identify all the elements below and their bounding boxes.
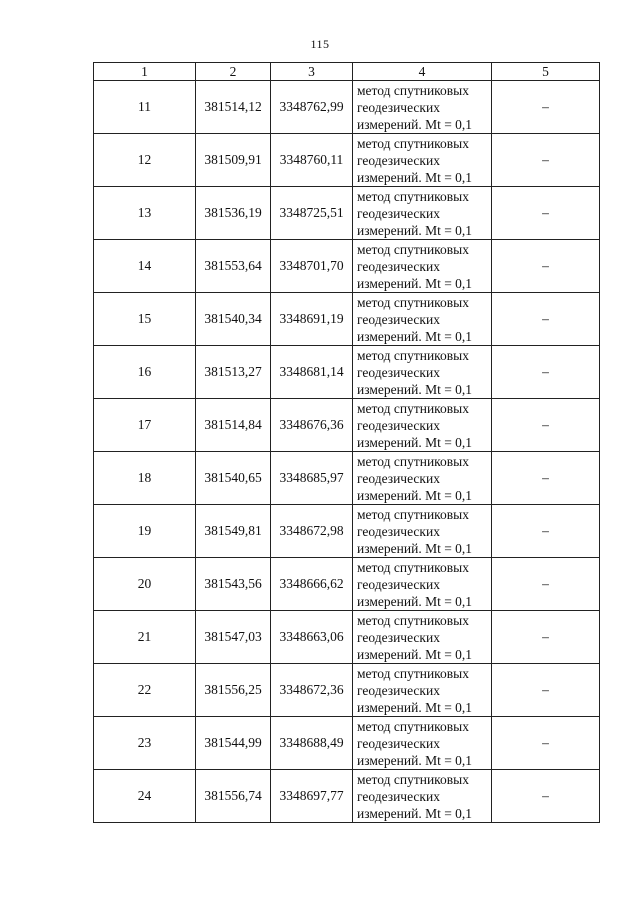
method-text-line: измерений. Mt = 0,1 [357, 381, 473, 397]
x-coordinate-cell: 381556,74 [196, 770, 271, 823]
x-coordinate-cell: 381543,56 [196, 558, 271, 611]
note-cell: – [492, 717, 600, 770]
x-coordinate-cell: 381547,03 [196, 611, 271, 664]
y-coordinate-cell: 3348697,77 [271, 770, 353, 823]
y-coordinate-cell: 3348666,62 [271, 558, 353, 611]
method-cell [353, 558, 492, 611]
note-cell: – [492, 558, 600, 611]
note-cell: – [492, 611, 600, 664]
method-text-line: измерений. Mt = 0,1 [357, 805, 473, 821]
method-cell [353, 187, 492, 240]
method-text-line: метод спутниковых [357, 718, 469, 734]
y-coordinate-cell: 3348760,11 [271, 134, 353, 187]
method-text-line: геодезических [357, 311, 440, 327]
method-text-line: метод спутниковых [357, 241, 469, 257]
table-row [94, 134, 600, 187]
x-coordinate-cell: 381544,99 [196, 717, 271, 770]
method-text-line: измерений. Mt = 0,1 [357, 593, 473, 609]
method-text-line: геодезических [357, 735, 440, 751]
point-number-cell: 17 [94, 399, 196, 452]
column-header-2: 2 [196, 63, 271, 81]
method-text-line: геодезических [357, 417, 440, 433]
method-text-line: измерений. Mt = 0,1 [357, 222, 473, 238]
method-text-line: метод спутниковых [357, 612, 469, 628]
table-row [94, 293, 600, 346]
table-row [94, 187, 600, 240]
method-text-line: геодезических [357, 258, 440, 274]
y-coordinate-cell: 3348725,51 [271, 187, 353, 240]
method-text-line: измерений. Mt = 0,1 [357, 752, 473, 768]
method-cell [353, 770, 492, 823]
note-cell: – [492, 664, 600, 717]
method-text-line: геодезических [357, 99, 440, 115]
y-coordinate-cell: 3348681,14 [271, 346, 353, 399]
note-cell: – [492, 81, 600, 134]
method-cell [353, 452, 492, 505]
point-number-cell: 13 [94, 187, 196, 240]
coordinates-table [93, 62, 600, 823]
table-row [94, 505, 600, 558]
method-text-line: метод спутниковых [357, 771, 469, 787]
method-text-line: метод спутниковых [357, 347, 469, 363]
column-header-5: 5 [492, 63, 600, 81]
point-number-cell: 22 [94, 664, 196, 717]
column-header-4: 4 [353, 63, 492, 81]
note-cell: – [492, 399, 600, 452]
point-number-cell: 19 [94, 505, 196, 558]
method-text-line: измерений. Mt = 0,1 [357, 540, 473, 556]
method-text-line: метод спутниковых [357, 506, 469, 522]
point-number-cell: 15 [94, 293, 196, 346]
point-number-cell: 23 [94, 717, 196, 770]
x-coordinate-cell: 381556,25 [196, 664, 271, 717]
table-row [94, 81, 600, 134]
point-number-cell: 24 [94, 770, 196, 823]
y-coordinate-cell: 3348762,99 [271, 81, 353, 134]
table-row [94, 770, 600, 823]
method-text-line: метод спутниковых [357, 559, 469, 575]
method-text-line: измерений. Mt = 0,1 [357, 275, 473, 291]
method-text-line: измерений. Mt = 0,1 [357, 487, 473, 503]
method-text-line: геодезических [357, 788, 440, 804]
y-coordinate-cell: 3348691,19 [271, 293, 353, 346]
y-coordinate-cell: 3348672,36 [271, 664, 353, 717]
method-text-line: метод спутниковых [357, 82, 469, 98]
point-number-cell: 11 [94, 81, 196, 134]
method-text-line: измерений. Mt = 0,1 [357, 434, 473, 450]
method-text-line: метод спутниковых [357, 188, 469, 204]
y-coordinate-cell: 3348663,06 [271, 611, 353, 664]
method-text-line: геодезических [357, 470, 440, 486]
table-row [94, 558, 600, 611]
note-cell: – [492, 505, 600, 558]
column-header-3: 3 [271, 63, 353, 81]
note-cell: – [492, 770, 600, 823]
column-header-1: 1 [94, 63, 196, 81]
method-cell [353, 664, 492, 717]
note-cell: – [492, 293, 600, 346]
method-text-line: геодезических [357, 576, 440, 592]
x-coordinate-cell: 381514,84 [196, 399, 271, 452]
table-row [94, 717, 600, 770]
point-number-cell: 12 [94, 134, 196, 187]
y-coordinate-cell: 3348676,36 [271, 399, 353, 452]
method-text-line: геодезических [357, 205, 440, 221]
table-row [94, 346, 600, 399]
x-coordinate-cell: 381553,64 [196, 240, 271, 293]
method-text-line: измерений. Mt = 0,1 [357, 699, 473, 715]
table-row [94, 399, 600, 452]
x-coordinate-cell: 381514,12 [196, 81, 271, 134]
note-cell: – [492, 452, 600, 505]
y-coordinate-cell: 3348672,98 [271, 505, 353, 558]
method-text-line: геодезических [357, 629, 440, 645]
point-number-cell: 16 [94, 346, 196, 399]
method-cell [353, 81, 492, 134]
table-row [94, 240, 600, 293]
method-text-line: измерений. Mt = 0,1 [357, 169, 473, 185]
table-body [94, 81, 600, 823]
method-text-line: метод спутниковых [357, 400, 469, 416]
point-number-cell: 21 [94, 611, 196, 664]
point-number-cell: 14 [94, 240, 196, 293]
method-cell [353, 399, 492, 452]
note-cell: – [492, 346, 600, 399]
y-coordinate-cell: 3348701,70 [271, 240, 353, 293]
method-text-line: измерений. Mt = 0,1 [357, 646, 473, 662]
method-text-line: геодезических [357, 523, 440, 539]
x-coordinate-cell: 381540,34 [196, 293, 271, 346]
note-cell: – [492, 187, 600, 240]
method-text-line: метод спутниковых [357, 135, 469, 151]
method-text-line: измерений. Mt = 0,1 [357, 328, 473, 344]
method-text-line: метод спутниковых [357, 453, 469, 469]
method-cell [353, 134, 492, 187]
x-coordinate-cell: 381509,91 [196, 134, 271, 187]
page-number: 115 [310, 37, 330, 51]
x-coordinate-cell: 381513,27 [196, 346, 271, 399]
method-cell [353, 717, 492, 770]
method-cell [353, 611, 492, 664]
y-coordinate-cell: 3348688,49 [271, 717, 353, 770]
method-cell [353, 346, 492, 399]
method-text-line: метод спутниковых [357, 665, 469, 681]
method-text-line: измерений. Mt = 0,1 [357, 116, 473, 132]
note-cell: – [492, 240, 600, 293]
x-coordinate-cell: 381536,19 [196, 187, 271, 240]
point-number-cell: 18 [94, 452, 196, 505]
x-coordinate-cell: 381540,65 [196, 452, 271, 505]
method-cell [353, 505, 492, 558]
method-cell [353, 293, 492, 346]
table-row [94, 611, 600, 664]
table-header-row [94, 63, 600, 81]
method-text-line: геодезических [357, 152, 440, 168]
x-coordinate-cell: 381549,81 [196, 505, 271, 558]
method-text-line: геодезических [357, 364, 440, 380]
method-cell [353, 240, 492, 293]
method-text-line: метод спутниковых [357, 294, 469, 310]
method-text-line: геодезических [357, 682, 440, 698]
point-number-cell: 20 [94, 558, 196, 611]
y-coordinate-cell: 3348685,97 [271, 452, 353, 505]
table-row [94, 664, 600, 717]
table-row [94, 452, 600, 505]
note-cell: – [492, 134, 600, 187]
